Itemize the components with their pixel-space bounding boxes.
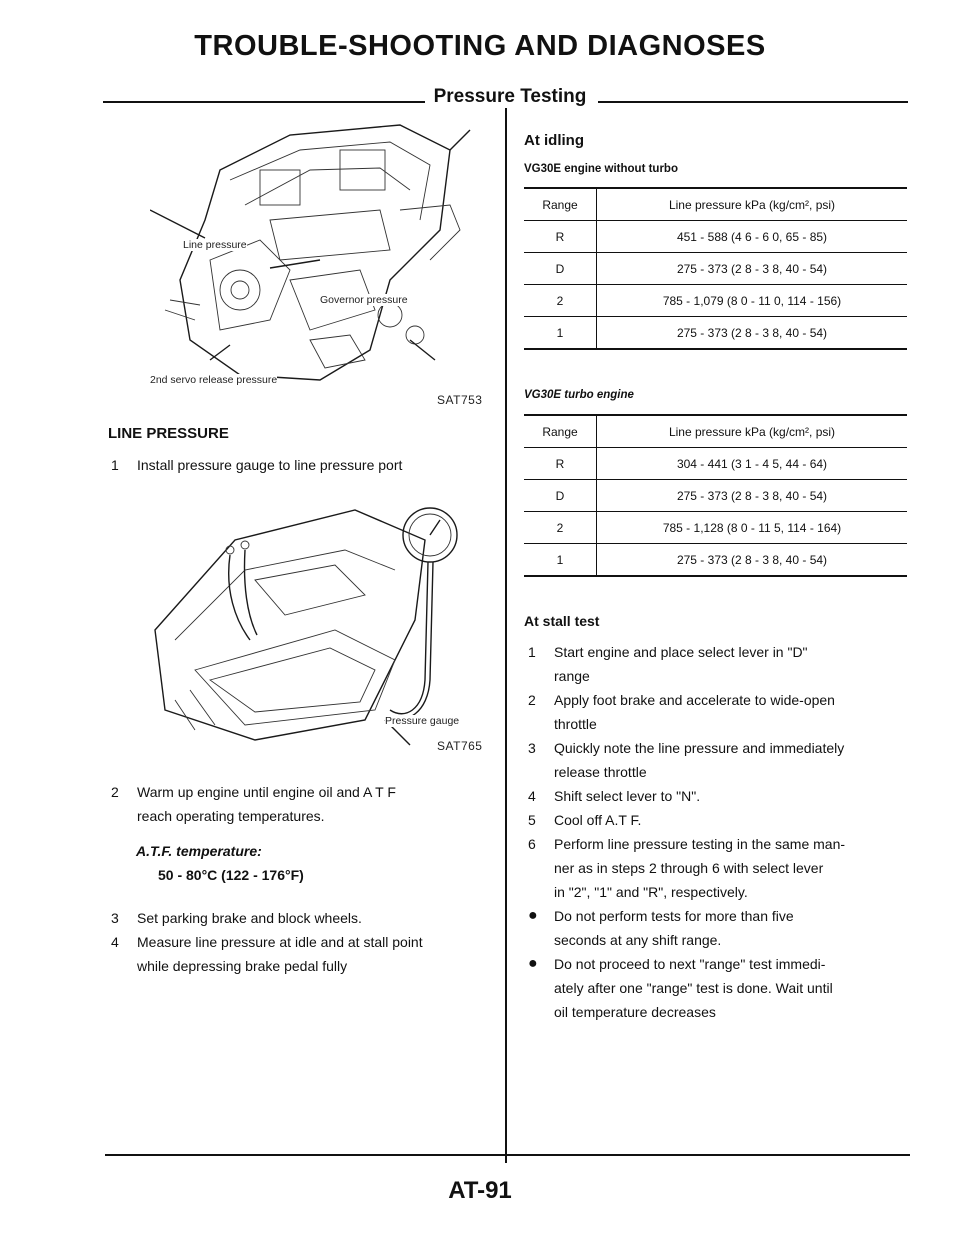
table-row — [524, 317, 907, 350]
step-text: Install pressure gauge to line pressure port — [137, 457, 403, 473]
cell-value: 275 - 373 (2 8 - 3 8, 40 - 54) — [597, 480, 908, 512]
step-number: 3 — [528, 740, 536, 756]
cell-range: R — [524, 221, 597, 253]
line-pressure-heading: LINE PRESSURE — [108, 425, 229, 442]
cell-value: 275 - 373 (2 8 - 3 8, 40 - 54) — [597, 253, 908, 285]
figure2-code: SAT765 — [437, 739, 483, 753]
figure-transmission-ports — [150, 110, 490, 410]
stall-step-3 — [528, 736, 918, 784]
page-title: TROUBLE-SHOOTING AND DIAGNOSES — [194, 30, 766, 62]
step-text-line1: Apply foot brake and accelerate to wide-open — [554, 692, 835, 708]
table-header-row — [524, 188, 907, 221]
table-row — [524, 221, 907, 253]
table-header-row — [524, 415, 907, 448]
bullet-text-line1: Do not proceed to next "range" test immedi- — [554, 956, 826, 972]
step-text: Set parking brake and block wheels. — [137, 910, 362, 926]
stall-test-heading: At stall test — [524, 613, 600, 629]
bullet-text-line3: oil temperature decreases — [554, 1004, 716, 1020]
step-number: 2 — [111, 784, 119, 800]
bullet-text-line2: seconds at any shift range. — [554, 932, 722, 948]
step-text-line2: while depressing brake pedal fully — [137, 958, 348, 974]
step-text-line2: reach operating temperatures. — [137, 808, 325, 824]
step-number: 1 — [528, 644, 536, 660]
table1-caption: VG30E engine without turbo — [524, 163, 678, 175]
step-text-line1: Quickly note the line pressure and immediately — [554, 740, 845, 756]
step-text-line2: release throttle — [554, 764, 647, 780]
bullet-1 — [528, 904, 918, 952]
cell-value: 785 - 1,128 (8 0 - 11 5, 114 - 164) — [597, 512, 908, 544]
step-text-line1: Start engine and place select lever in "D" — [554, 644, 808, 660]
column-divider — [505, 108, 507, 1163]
step-text-line1: Shift select lever to "N". — [554, 788, 701, 804]
step-number: 1 — [111, 457, 119, 473]
header-line-pressure: Line pressure kPa (kg/cm², psi) — [597, 415, 908, 448]
figure1-code: SAT753 — [437, 393, 483, 407]
table-row — [524, 512, 907, 544]
section-title: Pressure Testing — [433, 86, 587, 107]
table-row — [524, 480, 907, 512]
step-number: 3 — [111, 910, 119, 926]
table-row — [524, 544, 907, 577]
pressure-table-turbo — [524, 414, 907, 577]
step-text-line2: ner as in steps 2 through 6 with select lever — [554, 860, 824, 876]
step-number: 6 — [528, 836, 536, 852]
stall-step-2 — [528, 688, 918, 736]
bullet-text-line2: ately after one "range" test is done. Wait until — [554, 980, 833, 996]
step-text-line2: range — [554, 668, 590, 684]
section-rule-left — [103, 101, 425, 103]
cell-value: 304 - 441 (3 1 - 4 5, 44 - 64) — [597, 448, 908, 480]
callout-line-pressure: Line pressure — [183, 239, 247, 251]
cell-value: 785 - 1,079 (8 0 - 11 0, 114 - 156) — [597, 285, 908, 317]
cell-range: D — [524, 253, 597, 285]
cell-value: 451 - 588 (4 6 - 6 0, 65 - 85) — [597, 221, 908, 253]
bullet-2 — [528, 952, 918, 1024]
step-text-line1: Measure line pressure at idle and at stall point — [137, 934, 423, 950]
footer-rule — [105, 1154, 910, 1156]
header-line-pressure: Line pressure kPa (kg/cm², psi) — [597, 188, 908, 221]
table2-caption: VG30E turbo engine — [524, 389, 634, 401]
header-range: Range — [524, 415, 597, 448]
table-row — [524, 253, 907, 285]
step-text-line1: Warm up engine until engine oil and A T F — [137, 784, 396, 800]
bullet-text-line1: Do not perform tests for more than five — [554, 908, 794, 924]
step-number: 2 — [528, 692, 536, 708]
at-idling-heading: At idling — [524, 132, 584, 149]
cell-value: 275 - 373 (2 8 - 3 8, 40 - 54) — [597, 317, 908, 350]
step-text-line1: Perform line pressure testing in the same man- — [554, 836, 846, 852]
step-number: 4 — [111, 934, 119, 950]
cell-range: D — [524, 480, 597, 512]
step-text-line3: in "2", "1" and "R", respectively. — [554, 884, 748, 900]
transmission-illustration — [150, 110, 490, 410]
stall-step-1 — [528, 640, 918, 688]
step-text-line2: throttle — [554, 716, 597, 732]
callout-governor-pressure: Governor pressure — [320, 294, 408, 306]
page-number: AT-91 — [448, 1177, 512, 1204]
cell-range: 2 — [524, 285, 597, 317]
atf-temperature-label: A.T.F. temperature: — [136, 843, 262, 859]
cell-range: 2 — [524, 512, 597, 544]
pressure-table-non-turbo — [524, 187, 907, 350]
step-4 — [111, 930, 496, 978]
bullet-dot-icon: ● — [528, 955, 538, 972]
cell-range: 1 — [524, 317, 597, 350]
step-number: 5 — [528, 812, 536, 828]
step-2 — [111, 780, 496, 828]
bullet-dot-icon: ● — [528, 907, 538, 924]
table-row — [524, 285, 907, 317]
callout-pressure-gauge: Pressure gauge — [385, 715, 460, 727]
callout-servo-release: 2nd servo release pressure — [150, 374, 278, 386]
step-text-line1: Cool off A.T F. — [554, 812, 642, 828]
header-range: Range — [524, 188, 597, 221]
section-rule-right — [598, 101, 908, 103]
cell-range: 1 — [524, 544, 597, 577]
figure-pressure-gauge — [135, 480, 470, 760]
cell-range: R — [524, 448, 597, 480]
atf-temperature-value: 50 - 80°C (122 - 176°F) — [158, 867, 304, 883]
table-row — [524, 448, 907, 480]
step-number: 4 — [528, 788, 536, 804]
stall-step-6 — [528, 832, 918, 904]
cell-value: 275 - 373 (2 8 - 3 8, 40 - 54) — [597, 544, 908, 577]
